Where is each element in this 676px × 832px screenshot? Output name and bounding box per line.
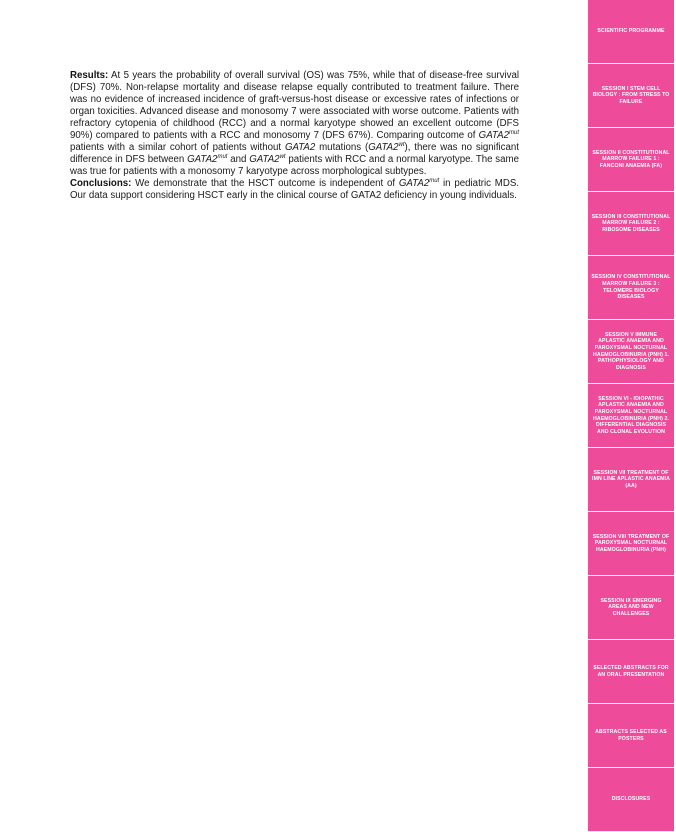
mut-superscript: mut (429, 178, 440, 185)
wt-superscript: wt (398, 142, 405, 149)
sidebar-item-label: SESSION VII TREATMENT OF IMN LINE APLASTIC ANAEMIA (AA) (592, 469, 670, 489)
mut-superscript: mut (508, 130, 519, 136)
abstract-body (70, 70, 519, 203)
sidebar-item-session-9[interactable] (588, 576, 674, 640)
sidebar-item-label: SESSION IX EMERGING AREAS AND NEW CHALLENGES (600, 597, 662, 617)
sidebar-item-label: SESSION IV CONSTITUTIONAL MARROW FAILURE 3 : TELOMERE BIOLOGY DISEASES (591, 274, 671, 301)
session-sidebar (588, 0, 674, 832)
results-text: patients with RCC and a normal karyotype. The same was true for patients with a monosomy 7 karyotype across morphological subtypes. (70, 154, 520, 178)
sidebar-item-label: DISCLOSURES (611, 796, 651, 803)
conclusions-label: Conclusions: (70, 178, 132, 190)
sidebar-item-session-2[interactable] (588, 128, 674, 192)
gene-name: GATA2 (249, 154, 280, 166)
sidebar-item-label: SESSION VI - IDIOPATHIC APLASTIC ANAEMIA AND PAROXYSMAL NOCTURNAL HAEMOGLOBINURIA (PNH) 2. DIFFERENTIAL DIAGNOSIS AND CLONAL EVOLUTION (593, 395, 669, 435)
sidebar-item-session-5[interactable] (588, 320, 674, 384)
gene-name: GATA2 (368, 142, 399, 154)
results-text: At 5 years the probability of overall survival (OS) was 75%, while that of disease-free survival (DFS) 70%. Non-relapse mortality and disease relapse equally contributed to treatment failure. There was no evidence of increased incidence of graft-versus-host disease or excessive rates of infections or organ toxicities. Advanced disease and monosomy 7 were associated with worse outcome. Patients with refractory cytopenia of childhood (RCC) and a normal karyotype showed an excellent outcome (DFS 90%) compared to patients with a RCC and monosomy 7 (DFS 67%). Comparing outcome of (70, 70, 519, 142)
results-text: mutations ( (315, 142, 369, 154)
sidebar-item-session-3[interactable] (588, 192, 674, 256)
gene-name: GATA2 (398, 178, 430, 190)
gene-name: GATA2 (187, 154, 218, 166)
sidebar-item-label: SESSION I STEM CELL BIOLOGY : FROM STRESS TO FAILURE (592, 85, 670, 105)
sidebar-item-oral-abstracts[interactable] (588, 640, 674, 704)
sidebar-item-label: SESSION II CONSTITUTIONAL MARROW FAILURE 1 : FANCONI ANAEMIA (FA) (592, 149, 670, 169)
sidebar-item-label: SESSION V IMMUNE APLASTIC ANAEMIA AND PAROXYSMAL NOCTURNAL HAEMOGLOBINURIA (PNH) 1. PATHOPHYSIOLOGY AND DIAGNOSIS (593, 331, 669, 371)
sidebar-item-scientific-programme[interactable] (588, 0, 674, 64)
sidebar-item-label: ABSTRACTS SELECTED AS POSTERS (595, 728, 667, 742)
gene-name: GATA2 (284, 142, 316, 154)
conclusions-paragraph (70, 178, 519, 202)
results-text: patients with a similar cohort of patients without (70, 142, 285, 154)
sidebar-item-session-1[interactable] (588, 64, 674, 128)
sidebar-item-posters[interactable] (588, 704, 674, 768)
mut-superscript: mut (217, 154, 228, 161)
sidebar-item-label: SESSION III CONSTITUTIONAL MARROW FAILURE 2 : RIBOSOME DISEASES (591, 213, 671, 233)
gene-name: GATA2 (478, 130, 509, 142)
sidebar-item-disclosures[interactable] (588, 768, 674, 832)
sidebar-item-label: SCIENTIFIC PROGRAMME (597, 28, 665, 35)
conclusions-text: in pediatric MDS. Our data support considering HSCT early in the clinical course of GATA2 deficiency in young individuals. (70, 178, 519, 202)
results-text: and (227, 154, 250, 166)
results-label: Results: (70, 70, 109, 81)
wt-superscript: wt (279, 154, 286, 161)
results-paragraph (70, 70, 519, 178)
results-text: ), there was no significant difference in DFS between (70, 142, 519, 166)
sidebar-item-session-7[interactable] (588, 448, 674, 512)
sidebar-item-session-8[interactable] (588, 512, 674, 576)
conclusions-text: We demonstrate that the HSCT outcome is independent of (131, 178, 399, 190)
sidebar-item-session-6[interactable] (588, 384, 674, 448)
sidebar-item-session-4[interactable] (588, 256, 674, 320)
sidebar-item-label: SESSION VIII TREATMENT OF PAROXYSMAL NOCTURNAL HAEMOGLOBINURIA (PNH) (592, 533, 670, 553)
sidebar-item-label: SELECTED ABSTRACTS FOR AN ORAL PRESENTATION (593, 664, 669, 678)
